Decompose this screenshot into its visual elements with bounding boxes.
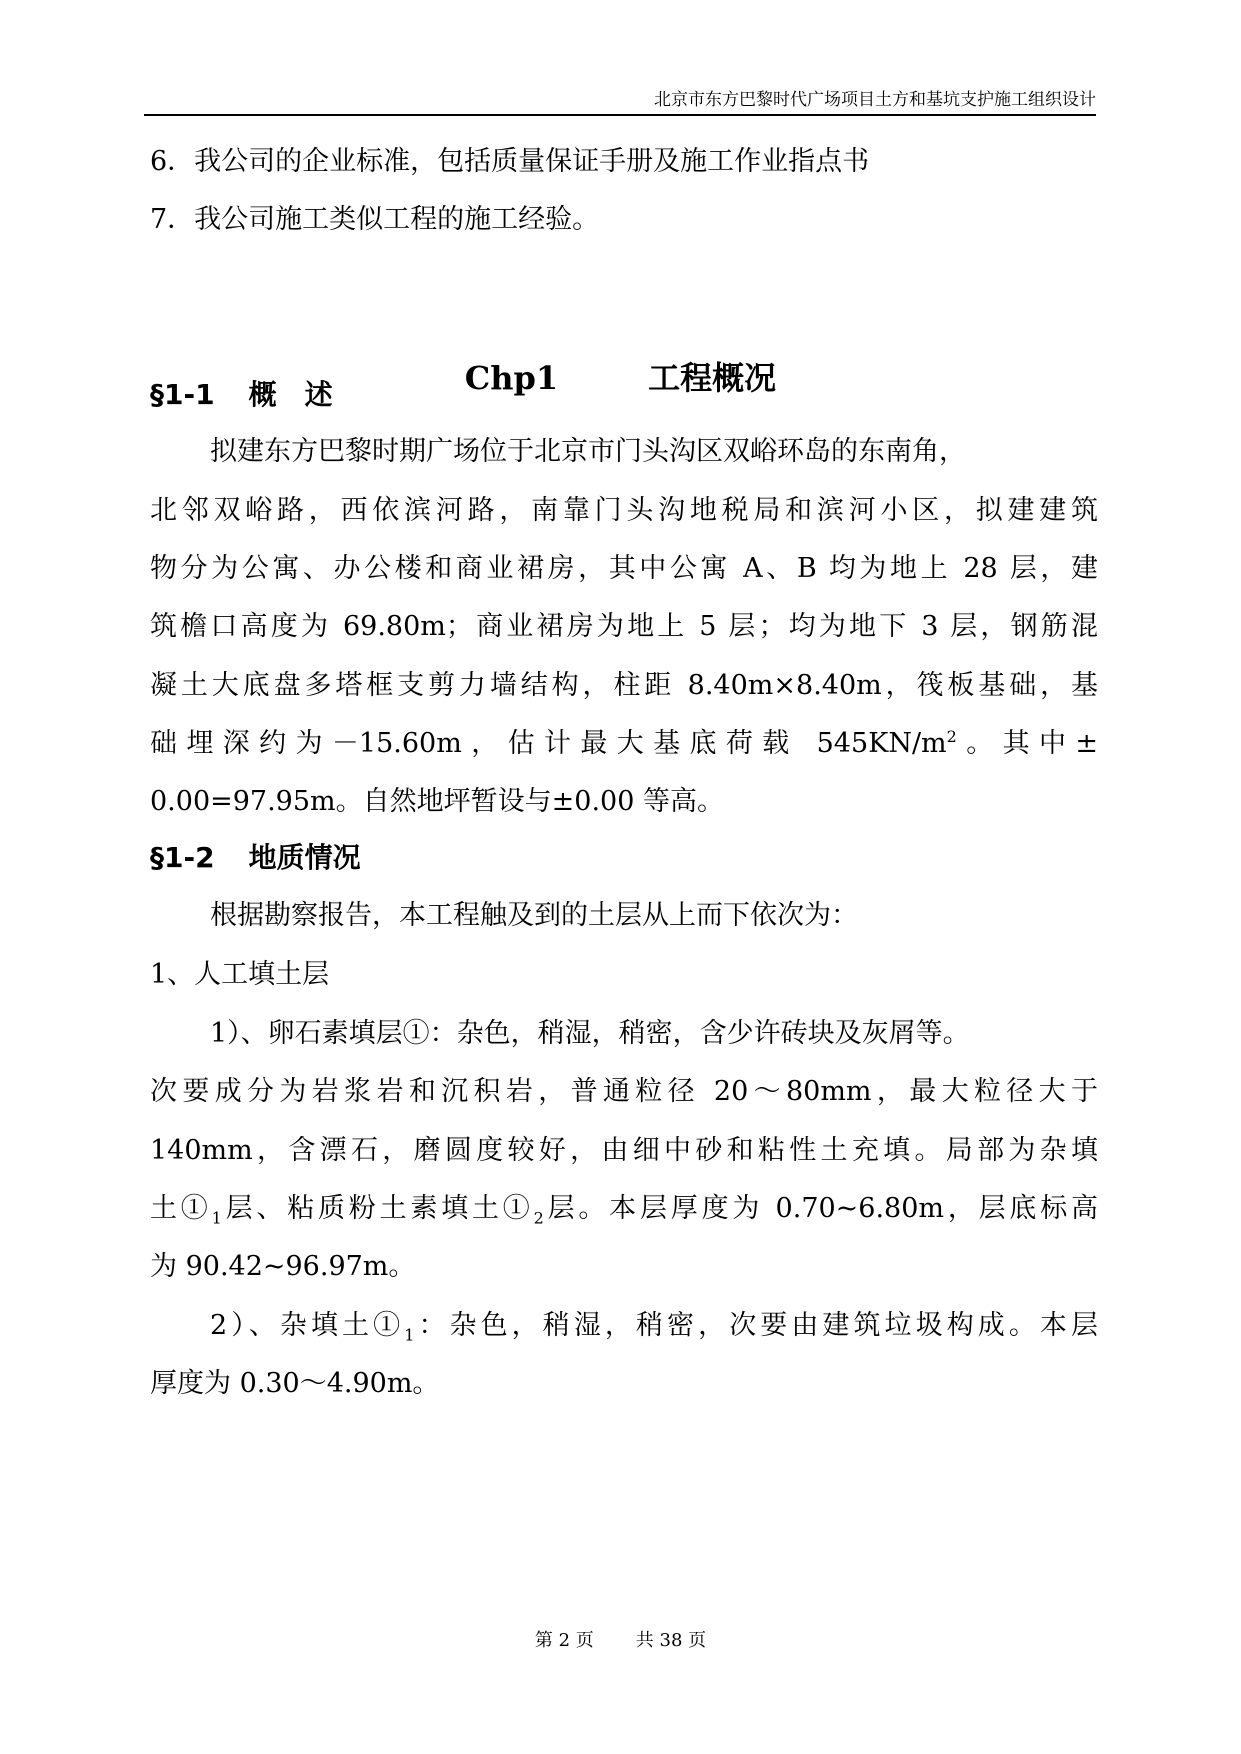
paragraph-line: 北邻双峪路，西依滨河路，南靠门头沟地税局和滨河小区，拟建建筑 [150, 495, 1098, 526]
subscript: 2 [533, 1208, 544, 1228]
paragraph-line [150, 1189, 1098, 1229]
text-run: 层。本层厚度为 0.70~6.80m，层底标高 [543, 1193, 1099, 1224]
paragraph-line [150, 724, 1098, 764]
page-number: 第 2 页 [534, 1630, 594, 1651]
page-total: 共 38 页 [635, 1630, 707, 1651]
text-run: 土① [150, 1193, 212, 1224]
header-rule [144, 114, 1096, 116]
paragraph-line: 拟建东方巴黎时期广场位于北京市门头沟区双峪环岛的东南角， [210, 436, 966, 467]
section-title: 概 述 [248, 378, 333, 411]
paragraph-line: 0.00=97.95m。自然地坪暂设与±0.00 等高。 [150, 786, 724, 817]
paragraph-line: 凝土大底盘多塔框支剪力墙结构，柱距 8.40m×8.40m，筏板基础，基 [150, 670, 1098, 701]
chapter-number: Chp1 [464, 359, 559, 397]
text-run: 层、粘质粉土素填土① [221, 1193, 534, 1224]
section-heading-1-1 [150, 375, 333, 415]
paragraph-line [210, 1306, 1098, 1346]
running-header: 北京市东方巴黎时代广场项目土方和基坑支护施工组织设计 [654, 90, 1096, 110]
list-item-7: 7．我公司施工类似工程的施工经验。 [150, 204, 600, 235]
subscript: 1 [211, 1208, 222, 1228]
paragraph-line: 筑檐口高度为 69.80m；商业裙房为地上 5 层；均为地下 3 层，钢筋混 [150, 611, 1098, 642]
chapter-title: 工程概况 [648, 359, 777, 397]
text-run: ：杂色，稍湿，稍密，次要由建筑垃圾构成。本层 [414, 1310, 1099, 1341]
paragraph-line: 厚度为 0.30～4.90m。 [150, 1368, 440, 1399]
list-item-6: 6．我公司的企业标准，包括质量保证手册及施工作业指点书 [150, 146, 870, 177]
paragraph-line: 140mm，含漂石，磨圆度较好，由细中砂和粘性土充填。局部为杂填 [150, 1135, 1098, 1166]
paragraph-line: 物分为公寓、办公楼和商业裙房，其中公寓 A、B 均为地上 28 层，建 [150, 553, 1098, 584]
section-heading-1-2 [150, 838, 361, 878]
section-number: §1-2 [150, 841, 215, 874]
superscript: 2 [946, 727, 957, 746]
page-footer [0, 1628, 1241, 1654]
paragraph-line: 次要成分为岩浆岩和沉积岩，普通粒径 20～80mm，最大粒径大于 [150, 1076, 1098, 1107]
list-item-1: 1、人工填土层 [150, 959, 330, 990]
paragraph-line: 根据勘察报告，本工程触及到的土层从上而下依次为： [210, 900, 858, 931]
section-number: §1-1 [150, 378, 215, 411]
paragraph-line: 1）、卵石素填层①：杂色，稍湿，稍密，含少许砖块及灰屑等。 [210, 1018, 970, 1049]
text-run: 2）、杂填土① [210, 1310, 405, 1341]
text-run: 。其中± [956, 728, 1099, 759]
subscript: 1 [404, 1325, 415, 1345]
section-title: 地质情况 [248, 841, 361, 874]
text-run: 础埋深约为－15.60m，估计最大基底荷载 545KN/m [150, 728, 947, 759]
paragraph-line: 为 90.42~96.97m。 [150, 1251, 416, 1282]
